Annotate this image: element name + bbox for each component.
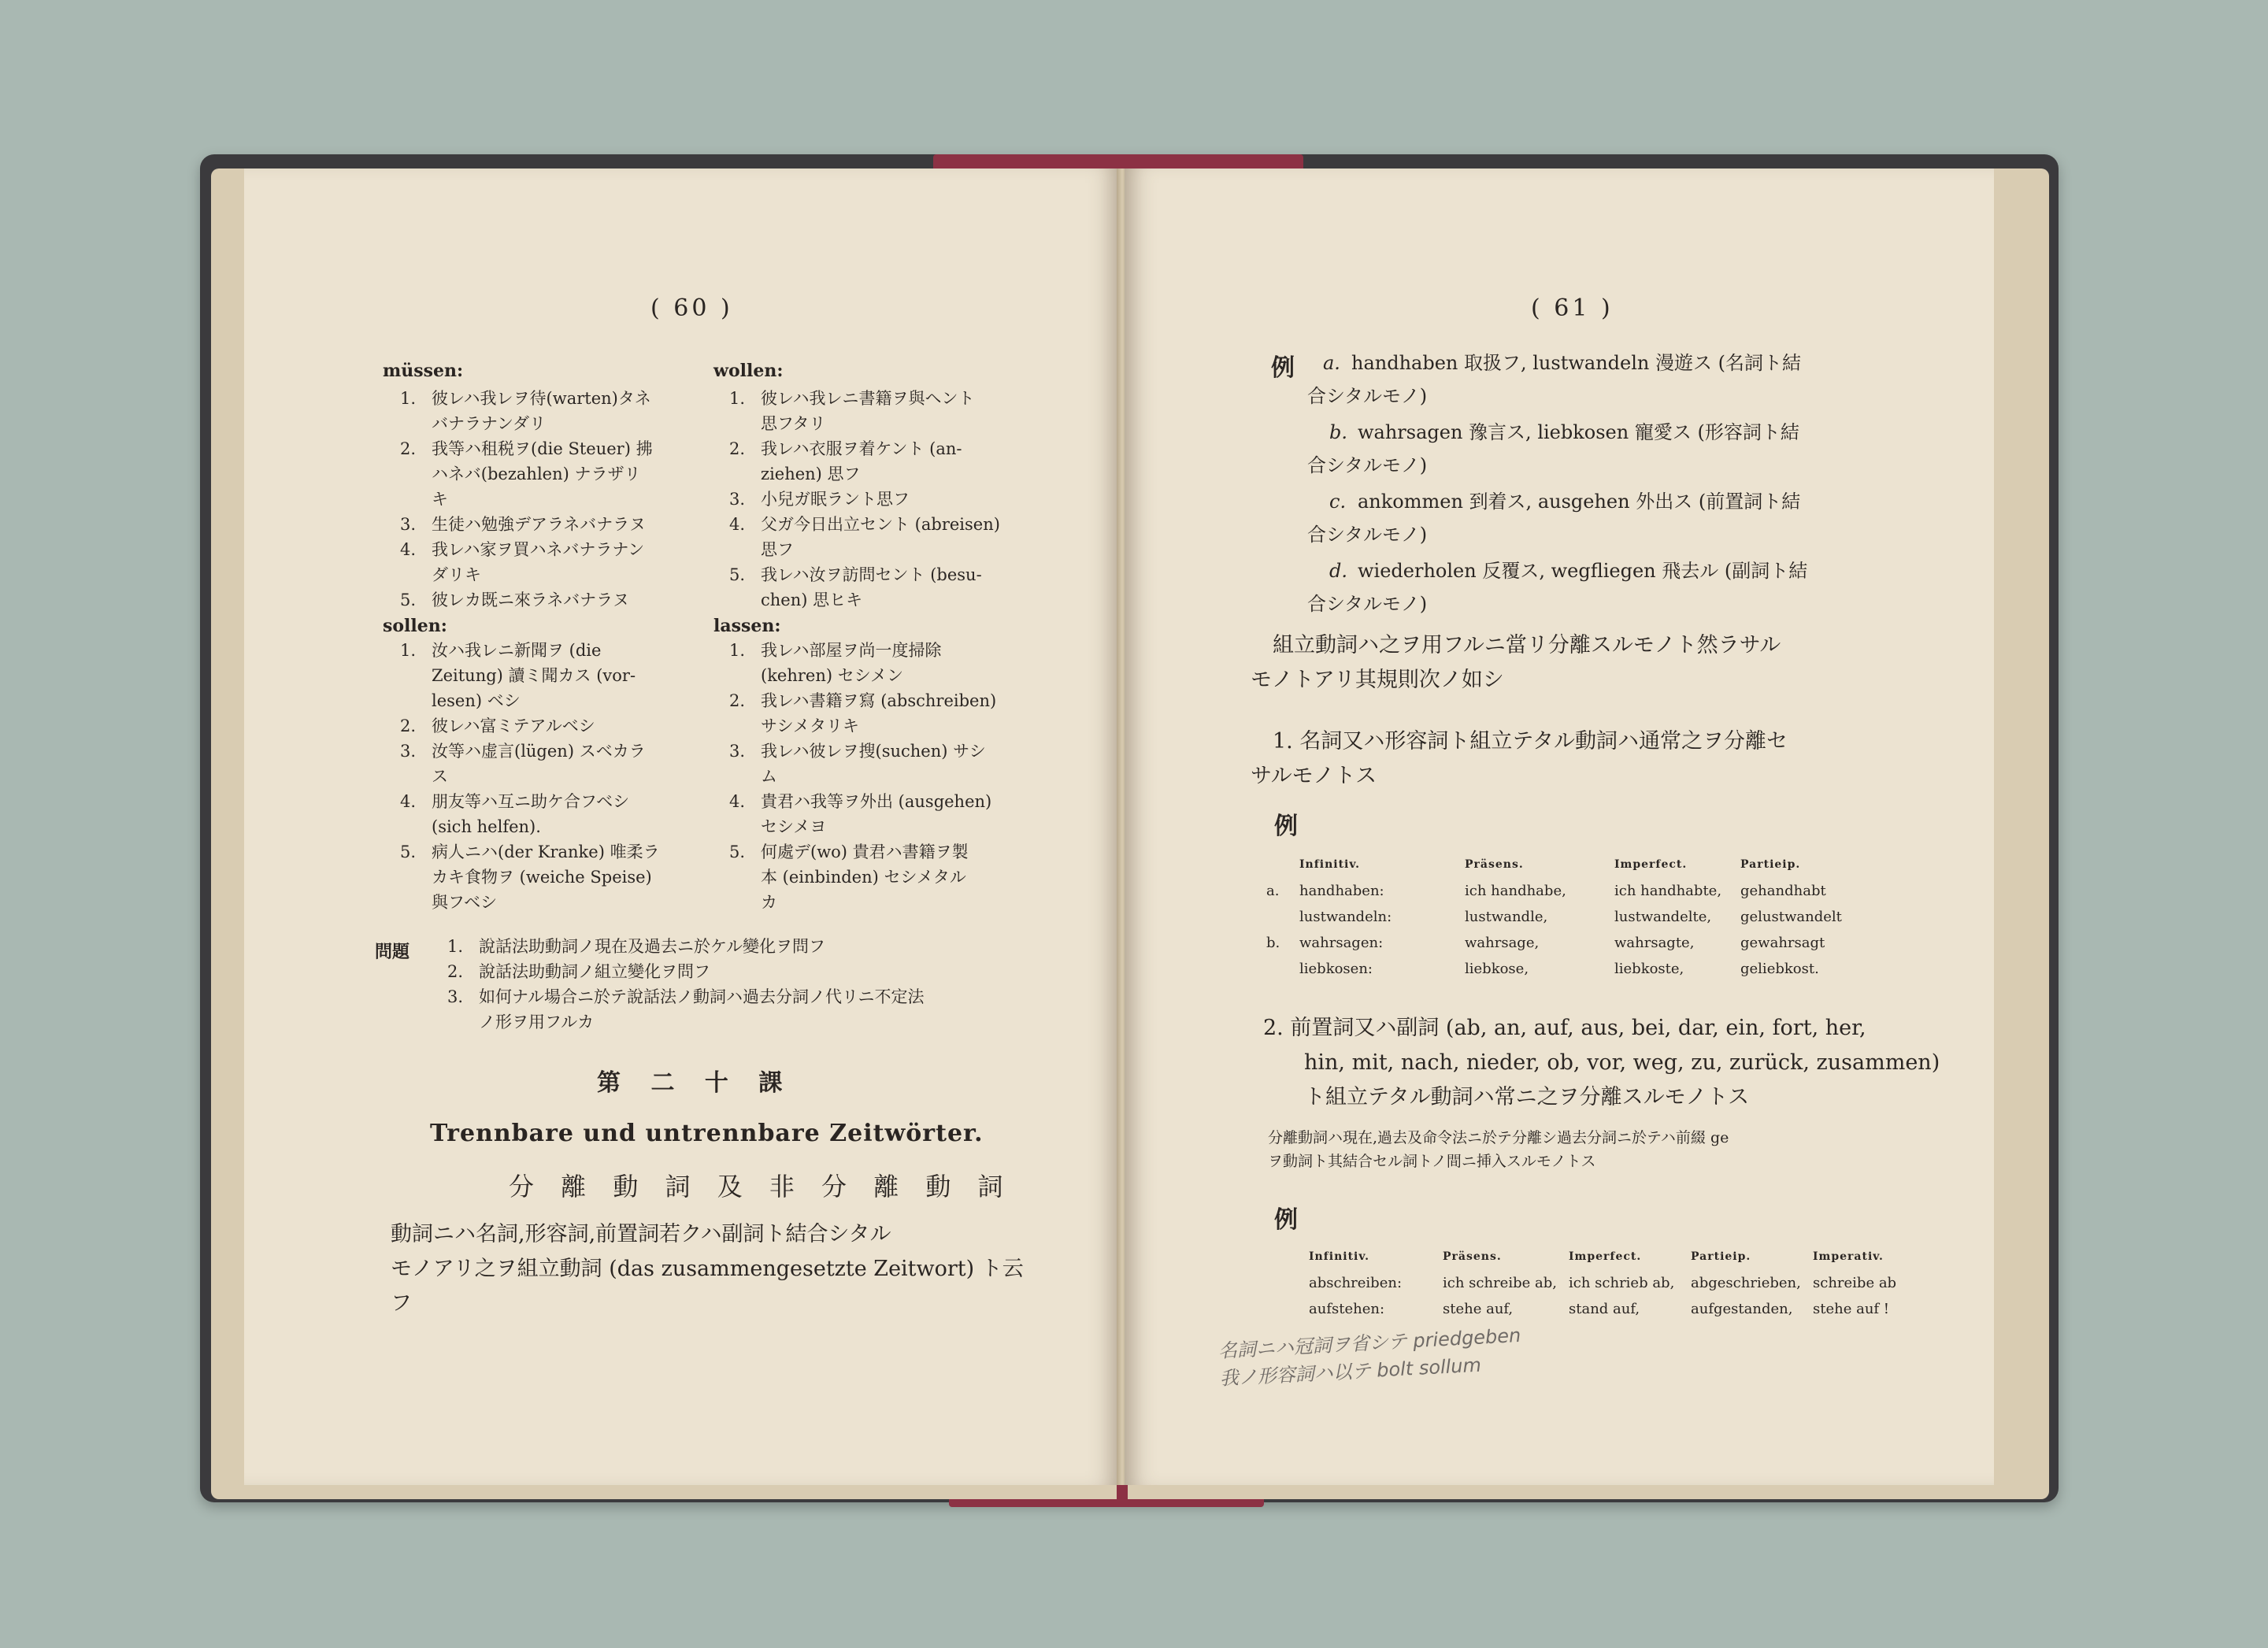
example-letter: a. <box>1323 352 1340 374</box>
list-item-line <box>400 461 653 487</box>
note-line: ヲ動詞ト其結合セル詞トノ間ニ挿入スルモノトス <box>1268 1153 1596 1170</box>
example-continuation: 合シタルモノ) <box>1307 385 1428 407</box>
table-cell: stehe auf ! <box>1813 1301 1890 1317</box>
table-cell: liebkoste, <box>1614 961 1684 977</box>
table-cell: gewahrsagt <box>1740 935 1825 951</box>
list-item-line <box>447 959 925 984</box>
list-item-line <box>400 713 660 739</box>
table-cell: a. <box>1266 883 1280 899</box>
item-text: Zeitung) 讀ミ聞カス (vor- <box>432 666 636 685</box>
list-item-line <box>400 739 660 764</box>
item-text: 我レハ部屋ヲ尚一度掃除 <box>761 641 942 660</box>
item-text: 汝等ハ虚言(lügen) スベカラ <box>432 742 646 761</box>
item-number: 3. <box>400 742 417 761</box>
conjugation-table-2 <box>1309 1244 1923 1322</box>
table-cell: schreibe ab <box>1813 1275 1897 1291</box>
table-cell: wahrsage, <box>1465 935 1540 951</box>
example-continuation: 合シタルモノ) <box>1307 593 1428 615</box>
rule-paragraph <box>1251 628 1781 698</box>
list-item <box>400 512 653 537</box>
note-paragraph <box>1268 1126 1729 1173</box>
item-text: 說話法助動詞ノ現在及過去ニ於ケル變化ヲ問フ <box>479 937 825 956</box>
table-row <box>1309 1270 1923 1296</box>
table-header-cell: Präsens. <box>1443 1250 1502 1263</box>
item-number: 4. <box>400 540 417 559</box>
list-item-line <box>729 487 1000 512</box>
table-cell: lustwandelte, <box>1614 909 1712 925</box>
right-page <box>1125 169 1994 1485</box>
example-item <box>1307 346 1807 413</box>
list-item <box>729 562 1000 613</box>
table-header-cell: Imperfect. <box>1614 858 1688 871</box>
example-letter: d. <box>1329 560 1347 582</box>
table-cell: gehandhabt <box>1740 883 1826 899</box>
list-item-line <box>729 411 1000 436</box>
item-text: 說話法助動詞ノ組立變化ヲ問フ <box>479 962 710 981</box>
item-text: ハネバ(bezahlen) ナラザリ <box>432 465 641 483</box>
list-item <box>447 984 925 1035</box>
list-item-line <box>729 890 996 915</box>
item-number: 2. <box>400 717 417 735</box>
list-muessen <box>400 386 653 613</box>
pencil-line: 名詞ニハ冠詞ヲ省シテ priedgeben <box>1217 1324 1521 1362</box>
example-letter: b. <box>1329 421 1347 443</box>
list-item-line <box>400 386 653 411</box>
page-number-left: ( 60 ) <box>650 294 733 322</box>
item-number: 2. <box>729 439 746 458</box>
list-item-line <box>400 814 660 839</box>
table-header-cell: Imperativ. <box>1813 1250 1884 1263</box>
list-item-line <box>729 512 1000 537</box>
rei-label-2: 例 <box>1274 813 1298 840</box>
item-number: 3. <box>400 515 417 534</box>
list-item-line <box>400 487 653 512</box>
example-line <box>1323 485 1807 518</box>
list-item-line <box>729 461 1000 487</box>
list-sollen <box>400 638 660 915</box>
example-item <box>1307 416 1807 482</box>
item-text: 我レハ衣服ヲ着ケント (an- <box>761 439 962 458</box>
item-number: 4. <box>729 515 746 534</box>
list-item-line <box>729 789 996 814</box>
item-number: 3. <box>729 490 746 509</box>
table-header-cell: Partieip. <box>1691 1250 1751 1263</box>
lesson-title: 第 二 十 課 <box>597 1069 794 1097</box>
rule2-line: 2. 前置詞又ハ副詞 (ab, an, auf, aus, bei, dar, ein, fort, her, <box>1263 1016 1866 1040</box>
item-text: カ <box>761 893 777 912</box>
table-cell: wahrsagen: <box>1299 935 1384 951</box>
table-cell: aufstehen: <box>1309 1301 1385 1317</box>
table-cell: stand auf, <box>1569 1301 1640 1317</box>
table-cell: gelustwandelt <box>1740 909 1842 925</box>
table-header-cell: Infinitiv. <box>1299 858 1360 871</box>
pencil-line: 我ノ形容詞ハ以テ bolt sollum <box>1219 1354 1482 1390</box>
list-item-line <box>400 663 660 688</box>
list-item-line <box>400 764 660 789</box>
list-item <box>447 934 925 959</box>
note-line: 分離動詞ハ現在,過去及命令法ニ於テ分離シ過去分詞ニ於テハ前綴 ge <box>1268 1129 1729 1146</box>
german-title: Trennbare und untrennbare Zeitwörter. <box>430 1120 984 1147</box>
list-item-line <box>729 386 1000 411</box>
table-cell: geliebkost. <box>1740 961 1819 977</box>
list-item-line <box>400 411 653 436</box>
list-item <box>400 436 653 512</box>
examples-list <box>1307 346 1808 624</box>
item-text: 本 (einbinden) セシメタル <box>761 868 966 887</box>
item-text: 思フ <box>761 540 794 559</box>
table-row <box>1266 956 1874 982</box>
table-row <box>1266 904 1874 930</box>
table-cell: b. <box>1266 935 1280 951</box>
table-header-row <box>1309 1244 1923 1270</box>
rei-label-3: 例 <box>1274 1206 1298 1234</box>
item-text: 我レハ汝ヲ訪問セント (besu- <box>761 565 982 584</box>
rule2-line: hin, mit, nach, nieder, ob, vor, weg, zu, zurück, zusammen) <box>1304 1050 1940 1075</box>
table-cell: stehe auf, <box>1443 1301 1514 1317</box>
example-text: handhaben 取扱フ, lustwandeln 漫遊ス (名詞ト結 <box>1351 352 1801 374</box>
item-text: 與フベシ <box>432 893 498 912</box>
item-text: 朋友等ハ互ニ助ケ合フベシ <box>432 792 630 811</box>
item-number: 1. <box>400 641 417 660</box>
heading-muessen: müssen: <box>383 361 464 381</box>
item-number: 1. <box>400 389 417 408</box>
item-text: 我レハ彼レヲ搜(suchen) サシ <box>761 742 986 761</box>
item-text: 我レハ家ヲ買ハネバナラナン <box>432 540 645 559</box>
heading-sollen: sollen: <box>383 616 447 636</box>
item-text: 彼レハ我レヲ待(warten)タネ <box>432 389 651 408</box>
table-cell: aufgestanden, <box>1691 1301 1793 1317</box>
list-item-line <box>447 984 925 1009</box>
list-item <box>400 839 660 915</box>
item-text: 小兒ガ眠ラント思フ <box>761 490 910 509</box>
rule2-line: ト組立テタル動詞ハ常ニ之ヲ分離スルモノトス <box>1304 1085 1750 1109</box>
table-cell: ich handhabe, <box>1465 883 1566 899</box>
left-page <box>244 169 1120 1485</box>
item-number: 5. <box>729 843 746 861</box>
table-header-cell: Präsens. <box>1465 858 1524 871</box>
table-cell: abgeschrieben, <box>1691 1275 1801 1291</box>
item-number: 4. <box>400 792 417 811</box>
rule2-paragraph <box>1263 1011 1940 1115</box>
list-item-line <box>400 587 653 613</box>
japanese-title: 分 離 動 詞 及 非 分 離 動 詞 <box>509 1172 1013 1202</box>
item-text: ノ形ヲ用フルカ <box>479 1013 595 1031</box>
item-number: 2. <box>400 439 417 458</box>
intro-paragraph <box>391 1217 1024 1321</box>
item-text: 如何ナル場合ニ於テ說話法ノ動詞ハ過去分詞ノ代リニ不定法 <box>479 987 925 1006</box>
list-item <box>729 436 1000 487</box>
item-text: キ <box>432 490 448 509</box>
list-item-line <box>729 663 996 688</box>
table-cell: liebkosen: <box>1299 961 1373 977</box>
item-text: 彼レハ富ミテアルベシ <box>432 717 595 735</box>
example-item <box>1307 554 1808 620</box>
example-text: wahrsagen 豫言ス, liebkosen 寵愛ス (形容詞ト結 <box>1358 421 1799 443</box>
list-lassen <box>729 638 996 915</box>
table-row <box>1266 930 1874 956</box>
rule-line: 組立動詞ハ之ヲ用フルニ當リ分離スルモノト然ラサル <box>1273 633 1781 657</box>
item-text: (kehren) セシメン <box>761 666 904 685</box>
table-cell: lustwandeln: <box>1299 909 1392 925</box>
list-item-line <box>729 537 1000 562</box>
table-row <box>1309 1296 1923 1322</box>
item-text: 貴君ハ我等ヲ外出 (ausgehen) <box>761 792 992 811</box>
list-item <box>729 739 996 789</box>
item-number: 5. <box>400 591 417 609</box>
list-item-line <box>400 839 660 865</box>
list-item <box>729 487 1000 512</box>
list-item-line <box>447 934 925 959</box>
list-item-line <box>400 537 653 562</box>
table-cell: liebkose, <box>1465 961 1529 977</box>
table-cell: ich schreibe ab, <box>1443 1275 1557 1291</box>
example-line <box>1323 346 1807 380</box>
list-item <box>729 386 1000 436</box>
intro-line: フ <box>391 1291 412 1316</box>
list-item-line <box>729 814 996 839</box>
item-text: サシメタリキ <box>761 717 859 735</box>
list-item-line <box>400 890 660 915</box>
example-line <box>1323 554 1807 587</box>
list-item-line <box>447 1009 925 1035</box>
intro-line: モノアリ之ヲ組立動詞 (das zusammengesetzte Zeitwort) ト云 <box>391 1257 1024 1281</box>
page-number-right: ( 61 ) <box>1531 294 1614 322</box>
item-text: 彼レカ既ニ來ラネバナラヌ <box>432 591 629 609</box>
list-item <box>400 587 653 613</box>
list-item <box>400 739 660 789</box>
list-item <box>400 537 653 587</box>
list-item-line <box>400 789 660 814</box>
questions-label: 問題 <box>375 942 410 962</box>
list-item-line <box>729 839 996 865</box>
example-text: ankommen 到着ス, ausgehen 外出ス (前置詞ト結 <box>1358 491 1801 513</box>
item-text: 何處デ(wo) 貴君ハ書籍ヲ製 <box>761 843 969 861</box>
list-item-line <box>729 587 1000 613</box>
table-cell <box>1266 956 1299 982</box>
list-item <box>400 713 660 739</box>
item-text: セシメヨ <box>761 817 827 836</box>
item-text: カキ食物ヲ (weiche Speise) <box>432 868 652 887</box>
example-letter: c. <box>1329 491 1347 513</box>
item-number: 2. <box>447 962 464 981</box>
conjugation-table-1 <box>1266 852 1874 982</box>
item-number: 5. <box>729 565 746 584</box>
item-text: lesen) ベシ <box>432 691 521 710</box>
rule-line: モノトアリ其規則次ノ如シ <box>1251 668 1504 692</box>
rule1-line: サルモノトス <box>1251 764 1377 788</box>
list-item <box>729 512 1000 562</box>
list-wollen <box>729 386 1000 613</box>
list-item <box>400 789 660 839</box>
list-item <box>729 789 996 839</box>
pencil-annotation <box>1217 1320 1523 1391</box>
item-text: 我等ハ租税ヲ(die Steuer) 拂 <box>432 439 653 458</box>
table-cell: wahrsagte, <box>1614 935 1695 951</box>
example-item <box>1307 485 1807 551</box>
item-number: 2. <box>729 691 746 710</box>
item-text: (sich helfen). <box>432 817 541 836</box>
item-number: 5. <box>400 843 417 861</box>
example-continuation: 合シタルモノ) <box>1307 524 1428 546</box>
item-number: 3. <box>729 742 746 761</box>
list-item-line <box>729 739 996 764</box>
item-text: 思フタリ <box>761 414 826 433</box>
rule1-paragraph <box>1251 724 1788 794</box>
item-text: 病人ニハ(der Kranke) 唯柔ラ <box>432 843 660 861</box>
item-text: ziehen) 思フ <box>761 465 861 483</box>
item-number: 1. <box>447 937 464 956</box>
rule1-line: 1. 名詞又ハ形容詞ト組立テタル動詞ハ通常之ヲ分離セ <box>1273 729 1788 754</box>
item-text: ム <box>761 767 777 786</box>
list-item <box>400 386 653 436</box>
list-item <box>400 638 660 713</box>
list-item-line <box>729 865 996 890</box>
table-header-cell: Partieip. <box>1740 858 1801 871</box>
item-text: ス <box>432 767 448 786</box>
list-item-line <box>729 688 996 713</box>
list-item <box>729 839 996 915</box>
heading-wollen: wollen: <box>713 361 784 381</box>
list-item-line <box>400 638 660 663</box>
table-header-row <box>1266 852 1874 878</box>
list-item <box>729 638 996 688</box>
item-text: 生徒ハ勉強デアラネバナラヌ <box>432 515 646 534</box>
list-item <box>729 688 996 739</box>
list-item-line <box>729 638 996 663</box>
list-item-line <box>400 512 653 537</box>
item-text: 彼レハ我レニ書籍ヲ與ヘント <box>761 389 975 408</box>
list-item <box>447 959 925 984</box>
table-header-cell: Infinitiv. <box>1309 1250 1369 1263</box>
item-number: 1. <box>729 389 746 408</box>
table-cell: handhaben: <box>1299 883 1384 899</box>
item-text: chen) 思ヒキ <box>761 591 863 609</box>
rei-label: 例 <box>1271 354 1295 382</box>
example-continuation: 合シタルモノ) <box>1307 454 1428 476</box>
table-cell: lustwandle, <box>1465 909 1548 925</box>
item-text: 父ガ今日出立セント (abreisen) <box>761 515 1000 534</box>
list-item-line <box>400 688 660 713</box>
table-header-cell: Imperfect. <box>1569 1250 1642 1263</box>
item-text: ダリキ <box>432 565 481 584</box>
list-item-line <box>400 436 653 461</box>
item-text: 我レハ書籍ヲ寫 (abschreiben) <box>761 691 997 710</box>
item-number: 3. <box>447 987 464 1006</box>
list-item-line <box>729 764 996 789</box>
table-cell <box>1266 904 1299 930</box>
list-item-line <box>729 713 996 739</box>
heading-lassen: lassen: <box>713 616 781 636</box>
example-line <box>1323 416 1807 449</box>
table-cell: ich schrieb ab, <box>1569 1275 1675 1291</box>
list-item-line <box>729 436 1000 461</box>
item-text: バナラナンダリ <box>432 414 547 433</box>
table-cell: ich handhabte, <box>1614 883 1722 899</box>
item-text: 汝ハ我レニ新聞ヲ (die <box>432 641 602 660</box>
table-header-cell <box>1266 852 1299 878</box>
table-row <box>1266 878 1874 904</box>
questions-list <box>447 934 925 1035</box>
list-item-line <box>729 562 1000 587</box>
list-item-line <box>400 865 660 890</box>
example-text: wiederholen 反覆ス, wegfliegen 飛去ル (副詞ト結 <box>1358 560 1808 582</box>
item-number: 4. <box>729 792 746 811</box>
list-item-line <box>400 562 653 587</box>
item-number: 1. <box>729 641 746 660</box>
intro-line: 動詞ニハ名詞,形容詞,前置詞若クハ副詞ト結合シタル <box>391 1222 891 1246</box>
table-cell: abschreiben: <box>1309 1275 1403 1291</box>
